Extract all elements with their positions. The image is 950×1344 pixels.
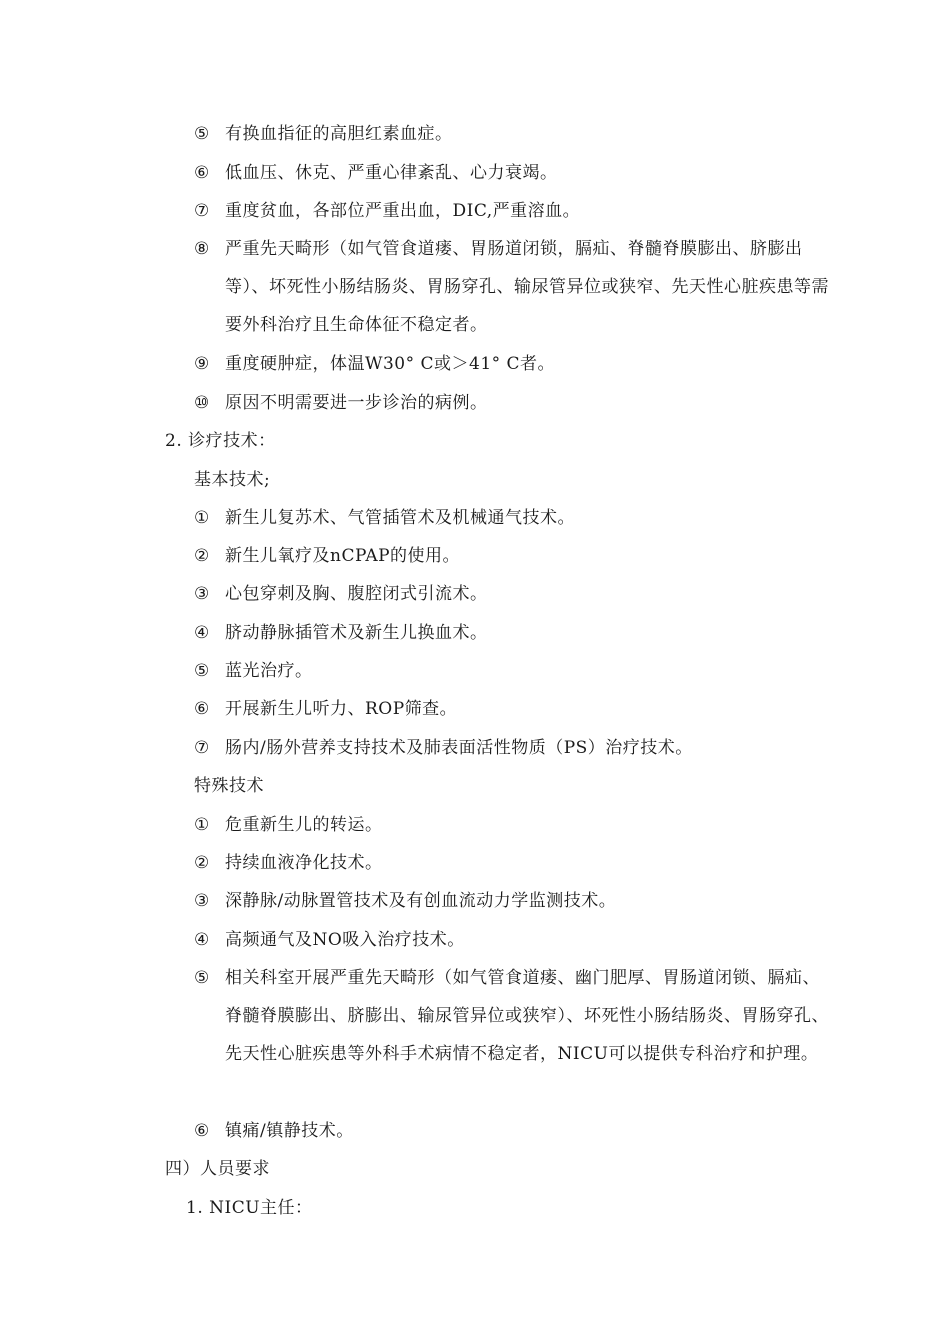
item-number: ③ bbox=[194, 891, 210, 911]
item-number: ① bbox=[194, 508, 210, 528]
item-text: 原因不明需要进一步诊治的病例。 bbox=[225, 393, 488, 413]
item-number: ⑥ bbox=[194, 699, 210, 719]
list-item bbox=[194, 1119, 834, 1150]
item-text: 肠内/肠外营养支持技术及肺表面活性物质（PS）治疗技术。 bbox=[225, 738, 693, 758]
item-number: ⑧ bbox=[194, 239, 210, 259]
item-text: 蓝光治疗。 bbox=[225, 661, 313, 681]
list-item bbox=[194, 621, 834, 652]
list-item bbox=[194, 697, 834, 728]
item-number: ⑤ bbox=[194, 661, 210, 681]
list-item bbox=[194, 582, 834, 613]
section-heading: 2. 诊疗技术： bbox=[165, 431, 276, 451]
list-item bbox=[194, 161, 834, 192]
item-text: 脐动静脉插管术及新生儿换血术。 bbox=[225, 623, 488, 643]
subsection-heading: 特殊技术 bbox=[194, 776, 264, 796]
list-item bbox=[194, 122, 834, 153]
item-text: 心包穿刺及胸、腹腔闭式引流术。 bbox=[225, 584, 488, 604]
list-item bbox=[194, 391, 834, 422]
subsection-heading: 基本技术; bbox=[194, 470, 271, 490]
item-number: ⑦ bbox=[194, 738, 210, 758]
item-text: 重度硬肿症，体温W30° C或＞41° C者。 bbox=[225, 354, 556, 374]
item-number: ④ bbox=[194, 623, 210, 643]
item-number: ② bbox=[194, 546, 210, 566]
item-number: ⑨ bbox=[194, 354, 210, 374]
item-text: 重度贫血，各部位严重出血，DIC,严重溶血。 bbox=[225, 201, 581, 221]
item-number: ⑩ bbox=[194, 393, 210, 413]
item-text: 深静脉/动脉置管技术及有创血流动力学监测技术。 bbox=[225, 891, 617, 911]
item-text: 危重新生儿的转运。 bbox=[225, 815, 383, 835]
list-item bbox=[194, 506, 834, 537]
list-item bbox=[194, 352, 834, 383]
item-text: 持续血液净化技术。 bbox=[225, 853, 383, 873]
list-item bbox=[194, 199, 834, 230]
list-item bbox=[194, 237, 834, 344]
item-text: 低血压、休克、严重心律紊乱、心力衰竭。 bbox=[225, 163, 558, 183]
item-number: ⑥ bbox=[194, 1121, 210, 1141]
list-item bbox=[194, 966, 834, 1073]
item-number: ⑥ bbox=[194, 163, 210, 183]
item-text: 相关科室开展严重先天畸形（如气管食道瘘、幽门肥厚、胃肠道闭锁、膈疝、脊髓脊膜膨出、脐膨出、输尿管异位或狭窄）、坏死性小肠结肠炎、胃肠穿孔、先天性心脏疾患等外科手术病情不稳定者，NICU可以提供专科治疗和护理。 bbox=[225, 968, 829, 1064]
item-number: ⑤ bbox=[194, 968, 210, 988]
item-number: ① bbox=[194, 815, 210, 835]
item-number: ③ bbox=[194, 584, 210, 604]
item-number: ⑦ bbox=[194, 201, 210, 221]
list-item bbox=[194, 851, 834, 882]
item-text: 有换血指征的高胆红素血症。 bbox=[225, 124, 453, 144]
list-item bbox=[194, 889, 834, 920]
list-item bbox=[194, 736, 834, 767]
item-number: ② bbox=[194, 853, 210, 873]
list-item bbox=[194, 813, 834, 844]
subsection-heading: 1. NICU主任： bbox=[186, 1198, 313, 1218]
list-item bbox=[194, 928, 834, 959]
item-text: 新生儿复苏术、气管插管术及机械通气技术。 bbox=[225, 508, 575, 528]
list-item bbox=[194, 544, 834, 575]
item-number: ⑤ bbox=[194, 124, 210, 144]
item-text: 新生儿氧疗及nCPAP的使用。 bbox=[225, 546, 461, 566]
item-text: 开展新生儿听力、ROP筛查。 bbox=[225, 699, 458, 719]
item-text: 镇痛/镇静技术。 bbox=[225, 1121, 354, 1141]
section-heading: 四）人员要求 bbox=[165, 1159, 270, 1179]
item-number: ④ bbox=[194, 930, 210, 950]
list-item bbox=[194, 659, 834, 690]
item-text: 严重先天畸形（如气管食道瘘、胃肠道闭锁，膈疝、脊髓脊膜膨出、脐膨出等）、坏死性小肠结肠炎、胃肠穿孔、输尿管异位或狭窄、先天性心脏疾患等需要外科治疗且生命体征不稳定者。 bbox=[225, 239, 829, 335]
item-text: 高频通气及NO吸入治疗技术。 bbox=[225, 930, 465, 950]
